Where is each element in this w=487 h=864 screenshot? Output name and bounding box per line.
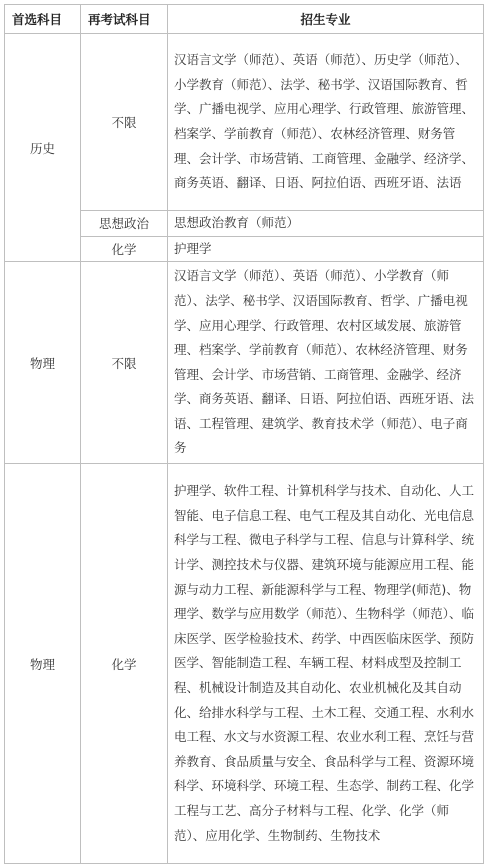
first-subject-cell: 物理 [5,262,81,464]
table-row [5,464,484,864]
majors-cell: 思想政治教育（师范） [168,211,484,237]
header-majors: 招生专业 [168,5,484,34]
table-header-row [5,5,484,34]
majors-cell: 汉语言文学（师范）、英语（师范）、历史学（师范）、小学教育（师范）、法学、秘书学、汉语国际教育、哲学、广播电视学、应用心理学、行政管理、旅游管理、档案学、学前教育（师范）、农林经济管理、财务管理、会计学、市场营销、工商管理、金融学、经济学、商务英语、翻译、日语、阿拉伯语、西班牙语、法语 [168,34,484,211]
header-second-subject: 再考试科目 [81,5,168,34]
admission-subject-table [4,4,484,864]
majors-cell: 护理学 [168,236,484,262]
second-subject-cell: 思想政治 [81,211,168,237]
second-subject-cell: 化学 [81,236,168,262]
table-row [5,262,484,464]
header-first-subject: 首选科目 [5,5,81,34]
second-subject-cell: 不限 [81,262,168,464]
majors-cell: 护理学、软件工程、计算机科学与技术、自动化、人工智能、电子信息工程、电气工程及其自动化、光电信息科学与工程、微电子科学与工程、信息与计算科学、统计学、测控技术与仪器、建筑环境与能源应用工程、能源与动力工程、新能源科学与工程、物理学(师范)、物理学、数学与应用数学（师范）、生物科学（师范）、临床医学、医学检验技术、药学、中西医临床医学、预防医学、智能制造工程、车辆工程、材料成型及控制工程、机械设计制造及其自动化、农业机械化及其自动化、给排水科学与工程、土木工程、交通工程、水利水电工程、水文与水资源工程、农业水利工程、烹饪与营养教育、食品质量与安全、食品科学与工程、资源环境科学、环境科学、环境工程、生态学、制药工程、化学工程与工艺、高分子材料与工程、化学、化学（师范）、应用化学、生物制药、生物技术 [168,464,484,864]
first-subject-cell: 历史 [5,34,81,262]
majors-cell: 汉语言文学（师范）、英语（师范）、小学教育（师范）、法学、秘书学、汉语国际教育、哲学、广播电视学、应用心理学、行政管理、农村区域发展、旅游管理、档案学、学前教育（师范）、农林经济管理、财务管理、会计学、市场营销、工商管理、金融学、经济学、商务英语、翻译、日语、阿拉伯语、西班牙语、法语、工程管理、建筑学、教育技术学（师范）、电子商务 [168,262,484,464]
first-subject-cell: 物理 [5,464,81,864]
table-row [5,34,484,211]
second-subject-cell: 化学 [81,464,168,864]
second-subject-cell: 不限 [81,34,168,211]
